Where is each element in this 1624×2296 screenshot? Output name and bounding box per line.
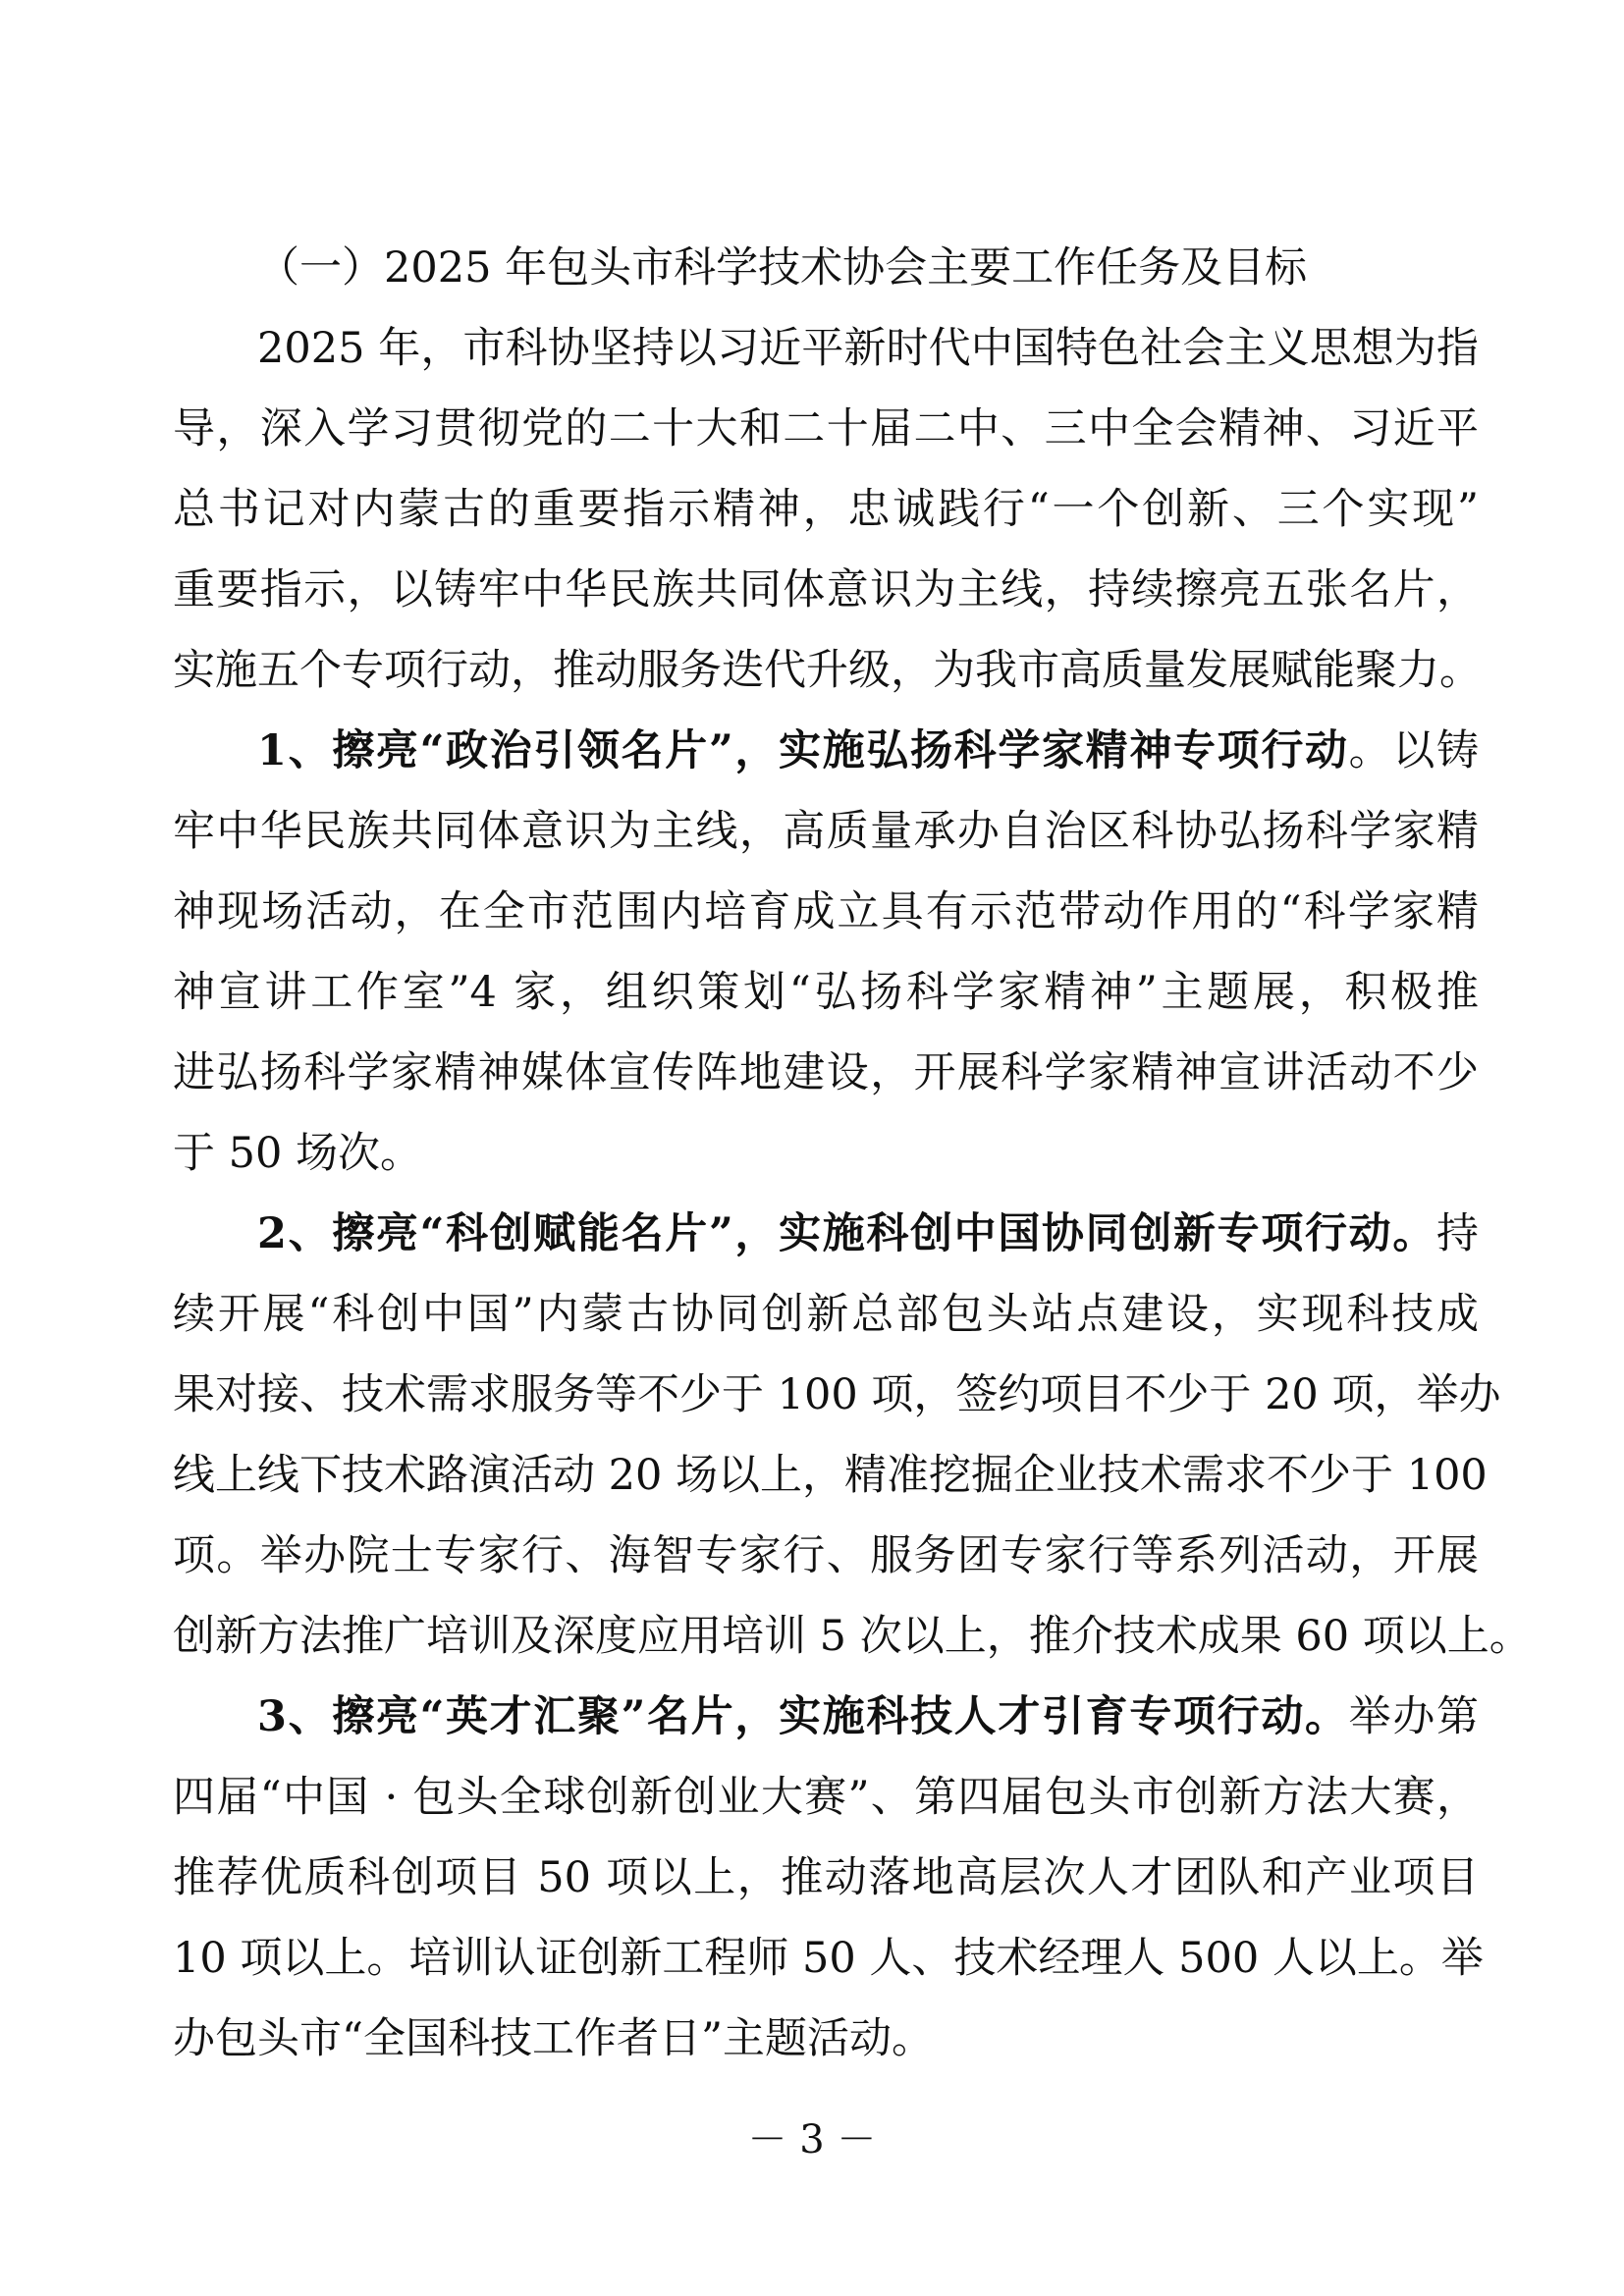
item-3-line: 推荐优质科创项目 50 项以上，推动落地高层次人才团队和产业项目 [173, 1853, 1479, 1902]
item-3-text-start: 举办第 [1348, 1692, 1480, 1741]
item-2-heading: 2、擦亮“科创赋能名片”，实施科创中国协同创新专项行动。 [257, 1209, 1436, 1258]
intro-line: 实施五个专项行动，推动服务迭代升级，为我市高质量发展赋能聚力。 [173, 646, 1482, 695]
page-number: － 3 － [747, 2117, 877, 2163]
item-2-line: 续开展“科创中国”内蒙古协同创新总部包头站点建设，实现科技成 [173, 1290, 1479, 1339]
item-3-first-line [257, 1677, 1479, 1757]
item-1-first-line [257, 711, 1479, 791]
item-2-line: 创新方法推广培训及深度应用培训 5 次以上，推介技术成果 60 项以上。 [173, 1612, 1532, 1661]
item-2-text-start: 持 [1436, 1209, 1479, 1258]
item-1-line: 神宣讲工作室”4 家，组织策划“弘扬科学家精神”主题展，积极推 [173, 968, 1479, 1017]
item-2-line: 果对接、技术需求服务等不少于 100 项，签约项目不少于 20 项，举办 [173, 1370, 1501, 1419]
item-3-line: 10 项以上。培训认证创新工程师 50 人、技术经理人 500 人以上。举 [173, 1934, 1484, 1983]
item-2-line: 项。举办院士专家行、海智专家行、服务团专家行等系列活动，开展 [173, 1531, 1479, 1580]
intro-line: 重要指示，以铸牢中华民族共同体意识为主线，持续擦亮五张名片， [173, 565, 1479, 614]
item-2-line: 线上线下技术路演活动 20 场以上，精准挖掘企业技术需求不少于 100 [173, 1451, 1488, 1500]
intro-line: 2025 年，市科协坚持以习近平新时代中国特色社会主义思想为指 [257, 324, 1479, 373]
section-heading: （一）2025 年包头市科学技术协会主要工作任务及目标 [257, 243, 1308, 293]
item-1-line: 进弘扬科学家精神媒体宣传阵地建设，开展科学家精神宣讲活动不少 [173, 1048, 1479, 1097]
item-1-text-start: 。以铸 [1348, 726, 1480, 775]
intro-line: 导，深入学习贯彻党的二十大和二十届二中、三中全会精神、习近平 [173, 404, 1479, 454]
intro-line: 总书记对内蒙古的重要指示精神，忠诚践行“一个创新、三个实现” [173, 485, 1479, 534]
item-1-line: 牢中华民族共同体意识为主线，高质量承办自治区科协弘扬科学家精 [173, 807, 1479, 856]
item-3-heading: 3、擦亮“英才汇聚”名片，实施科技人才引育专项行动。 [257, 1692, 1349, 1741]
item-3-line: 四届“中国 · 包头全球创新创业大赛”、第四届包头市创新方法大赛， [173, 1773, 1479, 1822]
item-3-line: 办包头市“全国科技工作者日”主题活动。 [173, 2014, 934, 2063]
item-1-line: 于 50 场次。 [173, 1129, 423, 1178]
item-1-line: 神现场活动，在全市范围内培育成立具有示范带动作用的“科学家精 [173, 887, 1479, 936]
item-2-first-line [257, 1194, 1479, 1274]
item-1-heading: 1、擦亮“政治引领名片”，实施弘扬科学家精神专项行动 [257, 726, 1349, 775]
